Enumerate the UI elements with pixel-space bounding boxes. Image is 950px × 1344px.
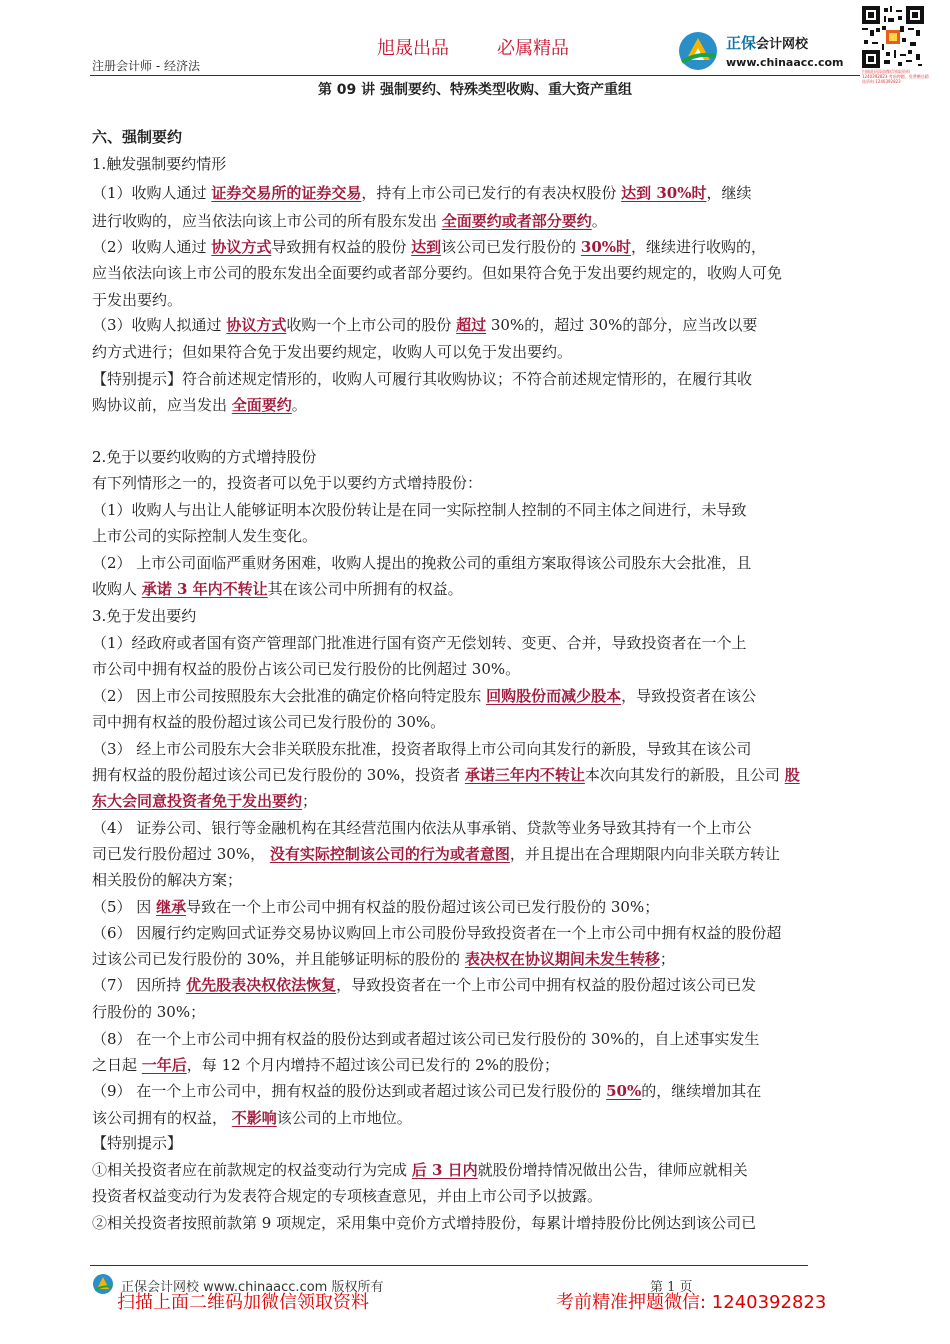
text-line — [92, 180, 751, 206]
text-line — [92, 1130, 182, 1156]
text-line — [92, 656, 520, 682]
text-line — [92, 523, 317, 549]
highlighted-term: 承诺 3 年内不转让 — [141, 580, 268, 598]
footer-promo-left: 扫描上面二维码加微信领取资料 — [117, 1292, 369, 1313]
text-line — [92, 603, 196, 629]
text-segment: 导致在一个上市公司中拥有权益的股份超过该公司已发行股份的 30%； — [186, 898, 660, 916]
text-line — [92, 630, 747, 656]
text-line — [92, 497, 747, 523]
text-segment: （3）收购人拟通过 — [92, 316, 227, 334]
text-segment: 就股份增持情况做出公告，律师应就相关 — [477, 1161, 748, 1179]
text-line — [92, 151, 226, 177]
text-line — [92, 683, 756, 709]
lecture-title: 第 09 讲 强制要约、特殊类型收购、重大资产重组 — [317, 82, 633, 98]
text-line — [92, 736, 751, 762]
text-segment: 该公司已发行股份的 — [441, 238, 581, 256]
text-segment: ； — [659, 950, 675, 968]
text-line — [92, 392, 307, 418]
highlighted-term: 50% — [606, 1082, 642, 1100]
text-line — [92, 470, 482, 496]
course-name: 注册会计师 - 经济法 — [92, 59, 200, 73]
highlighted-term: 不影响 — [231, 1109, 277, 1127]
text-line — [92, 312, 757, 338]
text-line — [92, 234, 766, 260]
chinaacc-logo-icon — [676, 30, 720, 72]
text-segment: 的，继续增加其在 — [641, 1082, 762, 1100]
text-segment: 拥有权益的股份超过该公司已发行股份的 30%，投资者 — [92, 766, 465, 784]
text-line — [92, 444, 316, 470]
text-segment: （5） 因 — [92, 898, 157, 916]
highlighted-term: 东大会同意投资者免于发出要约 — [92, 792, 303, 810]
text-segment: 六、强制要约 — [92, 128, 183, 146]
text-segment: 应当依法向该上市公司的股东发出全面要约或者部分要约。但如果符合免于发出要约规定的，收购人可免 — [92, 264, 783, 282]
logo-name-main: 正保 — [726, 34, 757, 52]
text-line — [92, 788, 317, 814]
text-line — [92, 762, 800, 788]
highlighted-term: 全面要约或者部分要约 — [441, 212, 592, 230]
text-line — [92, 1157, 748, 1183]
text-line — [92, 894, 659, 920]
text-segment: 投资者权益变动行为发表符合规定的专项核查意见，并由上市公司予以披露。 — [92, 1187, 603, 1205]
text-segment: （2） 因上市公司按照股东大会批准的确定价格向特定股东 — [92, 687, 487, 705]
text-line — [92, 1078, 761, 1104]
text-segment: 购协议前，应当发出 — [92, 396, 232, 414]
text-segment: 于发出要约。 — [92, 291, 183, 309]
text-segment: 过该公司已发行股份的 30%，并且能够证明标的股份的 — [92, 950, 465, 968]
text-segment: 收购人 — [92, 580, 142, 598]
text-line — [92, 287, 182, 313]
text-line — [92, 208, 607, 234]
text-segment: ，持有上市公司已发行的有表决权股份 — [361, 184, 622, 202]
text-segment: 进行收购的，应当依法向该上市公司的所有股东发出 — [92, 212, 442, 230]
text-segment: （7） 因所持 — [92, 976, 187, 994]
text-line — [92, 260, 782, 286]
highlighted-term: 回购股份而减少股本 — [486, 687, 622, 705]
text-segment: 2.免于以要约收购的方式增持股份 — [92, 448, 317, 466]
text-segment: ，继续进行收购的， — [631, 238, 767, 256]
highlighted-term: 继承 — [156, 898, 187, 916]
text-segment: （9） 在一个上市公司中，拥有权益的股份达到或者超过该公司已发行股份的 — [92, 1082, 607, 1100]
text-segment: 本次向其发行的新股，且公司 — [584, 766, 785, 784]
text-line — [92, 999, 205, 1025]
slogan-right: 必属精品 — [497, 38, 569, 59]
text-segment: （8） 在一个上市公司中拥有权益的股份达到或者超过该公司已发行股份的 30%的，自上述事实发生 — [92, 1030, 760, 1048]
text-line — [92, 920, 781, 946]
text-segment: （1）经政府或者国有资产管理部门批准进行国有资产无偿划转、变更、合并，导致投资者在一个上 — [92, 634, 747, 652]
chinaacc-logo — [676, 28, 856, 78]
logo-name — [726, 32, 808, 53]
highlighted-term: 没有实际控制该公司的行为或者意图 — [269, 845, 510, 863]
text-line — [92, 1210, 756, 1236]
highlighted-term: 全面要约 — [231, 396, 292, 414]
footer-promo-right: 考前精准押题微信: 1240392823 — [556, 1292, 827, 1313]
logo-url: www.chinaacc.com — [726, 56, 844, 69]
text-segment: 导致拥有权益的股份 — [271, 238, 412, 256]
text-line — [92, 709, 445, 735]
text-segment: ，导致投资者在该公 — [621, 687, 757, 705]
text-segment: （2） 上市公司面临严重财务困难，收购人提出的挽救公司的重组方案取得该公司股东大会批准，且 — [92, 554, 752, 572]
text-line — [92, 1105, 412, 1131]
text-segment: 。 — [591, 212, 607, 230]
highlighted-term: 达到 30%时 — [621, 184, 707, 202]
text-line — [92, 867, 242, 893]
highlighted-term: 达到 — [411, 238, 442, 256]
qr-code-icon — [862, 6, 924, 68]
text-segment: 。 — [291, 396, 307, 414]
highlighted-term: 一年后 — [141, 1056, 187, 1074]
text-line — [92, 576, 463, 602]
text-line — [92, 366, 752, 392]
page-number: 第 1 页 — [650, 1280, 693, 1295]
text-segment: 之日起 — [92, 1056, 142, 1074]
text-segment: ，并且提出在合理期限内向非关联方转让 — [509, 845, 780, 863]
text-segment: （6） 因履行约定购回式证券交易协议购回上市公司股份导致投资者在一个上市公司中拥有权益的股份超 — [92, 924, 782, 942]
text-segment: ，每 12 个月内增持不超过该公司已发行的 2%的股份； — [186, 1056, 559, 1074]
text-segment: ，继续 — [706, 184, 752, 202]
text-segment: （2）收购人通过 — [92, 238, 212, 256]
text-line — [92, 841, 780, 867]
chinaacc-footer-logo-icon — [92, 1273, 114, 1295]
footer-copyright: 正保会计网校 www.chinaacc.com 版权所有 — [121, 1280, 384, 1295]
text-segment: （1）收购人通过 — [92, 184, 212, 202]
text-segment: ②相关投资者按照前款第 9 项规定，采用集中竞价方式增持股份，每累计增持股份比例达到该公司已 — [92, 1214, 757, 1232]
text-segment: （4） 证券公司、银行等金融机构在其经营范围内依法从事承销、贷款等业务导致其持有一个上市公 — [92, 819, 752, 837]
text-segment: 1.触发强制要约情形 — [92, 155, 227, 173]
highlighted-term: 表决权在协议期间未发生转移 — [464, 950, 660, 968]
text-segment: 有下列情形之一的，投资者可以免于以要约方式增持股份： — [92, 474, 483, 492]
text-segment: 司中拥有权益的股份超过该公司已发行股份的 30%。 — [92, 713, 446, 731]
text-line — [92, 124, 182, 150]
text-segment: 行股份的 30%； — [92, 1003, 206, 1021]
text-segment: 司已发行股份超过 30%， — [92, 845, 270, 863]
text-line — [92, 972, 756, 998]
highlighted-term: 优先股表决权依法恢复 — [186, 976, 337, 994]
text-segment: （3） 经上市公司股东大会非关联股东批准，投资者取得上市公司向其发行的新股，导致其在该公司 — [92, 740, 752, 758]
text-segment: 3.免于发出要约 — [92, 607, 197, 625]
text-segment: 该公司拥有的权益， — [92, 1109, 232, 1127]
text-segment: 收购一个上市公司的股份 — [286, 316, 457, 334]
text-segment: ①相关投资者应在前款规定的权益变动行为完成 — [92, 1161, 412, 1179]
highlighted-term: 超过 — [456, 316, 487, 334]
highlighted-term: 协议方式 — [226, 316, 287, 334]
text-line — [92, 1183, 602, 1209]
footer-rule — [90, 1265, 808, 1266]
text-segment: 【特别提示】 — [92, 1134, 183, 1152]
text-segment: 市公司中拥有权益的股份占该公司已发行股份的比例超过 30%。 — [92, 660, 521, 678]
highlighted-term: 30%时 — [580, 238, 632, 256]
text-segment: 该公司的上市地位。 — [276, 1109, 412, 1127]
text-segment: 相关股份的解决方案； — [92, 871, 243, 889]
logo-name-sub: 会计网校 — [756, 37, 809, 52]
text-line — [92, 339, 572, 365]
highlighted-term: 股 — [784, 766, 800, 784]
highlighted-term: 后 3 日内 — [411, 1161, 478, 1179]
text-segment: ； — [302, 792, 318, 810]
text-segment: 【特别提示】符合前述规定情形的，收购人可履行其收购协议；不符合前述规定情形的，在履行其收 — [92, 370, 753, 388]
highlighted-term: 证券交易所的证券交易 — [211, 184, 362, 202]
text-line — [92, 550, 751, 576]
text-segment: 30%的，超过 30%的部分，应当改以要 — [486, 316, 758, 334]
slogan-left: 旭晟出品 — [377, 38, 449, 59]
text-segment: 约方式进行；但如果符合免于发出要约规定，收购人可以免于发出要约。 — [92, 343, 573, 361]
text-segment: （1）收购人与出让人能够证明本次股份转让是在同一实际控制人控制的不同主体之间进行，未导致 — [92, 501, 747, 519]
qr-note: 扫描此码添加微信领取资料 1240392823 考前押题，免费赠送精选资料 1240392823 — [862, 69, 929, 84]
text-line — [92, 1026, 759, 1052]
highlighted-term: 承诺三年内不转让 — [464, 766, 585, 784]
text-segment: 上市公司的实际控制人发生变化。 — [92, 527, 318, 545]
text-segment: 其在该公司中所拥有的权益。 — [267, 580, 463, 598]
highlighted-term: 协议方式 — [211, 238, 272, 256]
text-line — [92, 815, 751, 841]
text-line — [92, 946, 675, 972]
text-segment: ，导致投资者在一个上市公司中拥有权益的股份超过该公司已发 — [336, 976, 757, 994]
text-line — [92, 1052, 559, 1078]
